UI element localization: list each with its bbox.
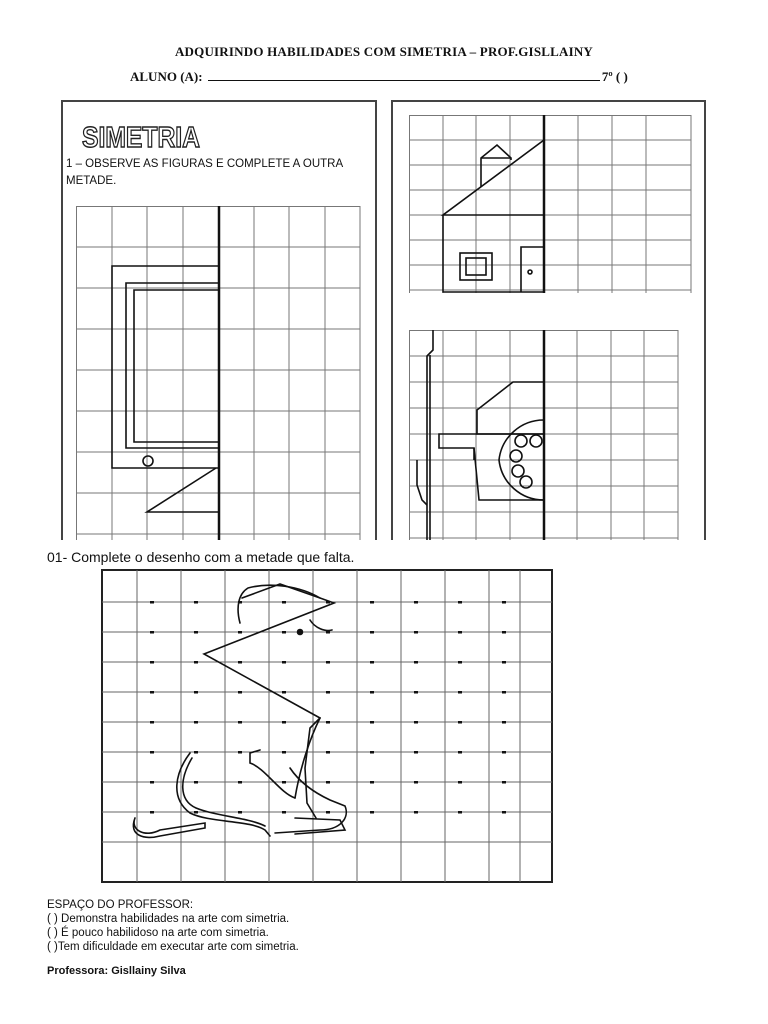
grid-dot: [282, 601, 286, 604]
grid-dot: [150, 661, 154, 664]
grid-dot: [458, 811, 462, 814]
student-name-line: [130, 68, 628, 85]
grid-dot: [502, 601, 506, 604]
truck-half-figure: [409, 330, 680, 540]
assessment-option-2[interactable]: ( ) É pouco habilidoso na arte com simetria.: [47, 927, 269, 939]
truck-outline: [417, 330, 544, 540]
grid-dot: [282, 751, 286, 754]
grid-dot: [326, 661, 330, 664]
teacher-assessment-block: [47, 898, 299, 954]
grid-dot: [194, 691, 198, 694]
grid-dot: [414, 721, 418, 724]
grid-dot: [282, 721, 286, 724]
grid-dot: [502, 691, 506, 694]
simetria-logo-text: SIMETRIA: [82, 122, 201, 154]
grid-dot: [150, 691, 154, 694]
instruction-text: [66, 156, 366, 190]
grid-dot: [502, 751, 506, 754]
grid-dot: [458, 601, 462, 604]
grid-dot: [194, 811, 198, 814]
grid-dot: [150, 751, 154, 754]
grid-dot: [458, 631, 462, 634]
door-half-figure: [76, 206, 362, 540]
grid-dot: [150, 781, 154, 784]
grid-dot: [326, 811, 330, 814]
grid-dot: [238, 601, 242, 604]
grid-dot: [370, 661, 374, 664]
cat-half-figure: [100, 568, 554, 886]
grid-dot: [502, 631, 506, 634]
grid-dot: [150, 631, 154, 634]
grid-dot: [458, 721, 462, 724]
grid-dot: [370, 691, 374, 694]
grid-frame: [102, 570, 552, 882]
grid-dot: [414, 631, 418, 634]
grid-dot: [150, 721, 154, 724]
grid-dot: [370, 631, 374, 634]
grid-lines: [409, 115, 691, 293]
grid-dot: [194, 601, 198, 604]
instruction-line-1: 1 – OBSERVE AS FIGURAS E COMPLETE A OUTRA: [66, 158, 344, 170]
house-half-figure: [409, 115, 693, 295]
grid-dot: [194, 721, 198, 724]
house-outline: [443, 140, 544, 292]
grid-dot: [238, 811, 242, 814]
grid-dot: [414, 601, 418, 604]
grid-dot: [282, 811, 286, 814]
grid-dot: [282, 631, 286, 634]
student-label: ALUNO (A):: [130, 69, 203, 84]
grid-dot: [370, 811, 374, 814]
grid-dot: [502, 781, 506, 784]
grid-dot: [194, 781, 198, 784]
exercise-question: 01- Complete o desenho com a metade que falta.: [47, 549, 355, 565]
grid-dot: [238, 751, 242, 754]
grid-dot: [502, 661, 506, 664]
grid-lines: [102, 570, 552, 882]
grid-dot: [502, 721, 506, 724]
grade-label: 7º ( ): [601, 69, 628, 84]
cat-outline: [133, 584, 346, 837]
grid-dot: [414, 691, 418, 694]
assessment-option-1[interactable]: ( ) Demonstra habilidades na arte com simetria.: [47, 913, 290, 925]
grid-dot: [238, 631, 242, 634]
grid-dot: [326, 721, 330, 724]
grid-dot: [194, 661, 198, 664]
grid-dot: [370, 721, 374, 724]
grid-dot: [282, 661, 286, 664]
grid-dot: [326, 601, 330, 604]
grid-dot: [238, 781, 242, 784]
grid-dot: [414, 751, 418, 754]
grid-dot: [150, 811, 154, 814]
grid-dot: [370, 751, 374, 754]
worksheet-title: ADQUIRINDO HABILIDADES COM SIMETRIA – PROF.GISLLAINY: [174, 44, 594, 59]
grid-dot: [458, 781, 462, 784]
grid-dot: [238, 721, 242, 724]
grid-dot: [282, 781, 286, 784]
grid-dot: [150, 601, 154, 604]
simetria-logo: [80, 118, 205, 152]
teacher-name: Professora: Gisllainy Silva: [47, 965, 186, 977]
grid-dot: [414, 811, 418, 814]
grid-dot: [502, 811, 506, 814]
grid-dot: [370, 601, 374, 604]
grid-dot: [326, 781, 330, 784]
grid-dot: [194, 751, 198, 754]
student-name-blank[interactable]: [208, 68, 600, 81]
grid-dot: [194, 631, 198, 634]
grid-dot: [458, 691, 462, 694]
grid-dot: [238, 691, 242, 694]
grid-dot: [414, 661, 418, 664]
instruction-line-2: METADE.: [66, 175, 117, 187]
grid-dot: [282, 691, 286, 694]
grid-dot: [414, 781, 418, 784]
teacher-space-heading: ESPAÇO DO PROFESSOR:: [47, 899, 194, 911]
grid-dot: [238, 661, 242, 664]
grid-dot: [326, 751, 330, 754]
door-outline: [112, 266, 219, 512]
grid-dot: [326, 631, 330, 634]
assessment-option-3[interactable]: ( )Tem dificuldade em executar arte com simetria.: [47, 941, 299, 953]
grid-dot: [458, 751, 462, 754]
grid-dot: [370, 781, 374, 784]
grid-dot: [326, 691, 330, 694]
grid-dot: [458, 661, 462, 664]
